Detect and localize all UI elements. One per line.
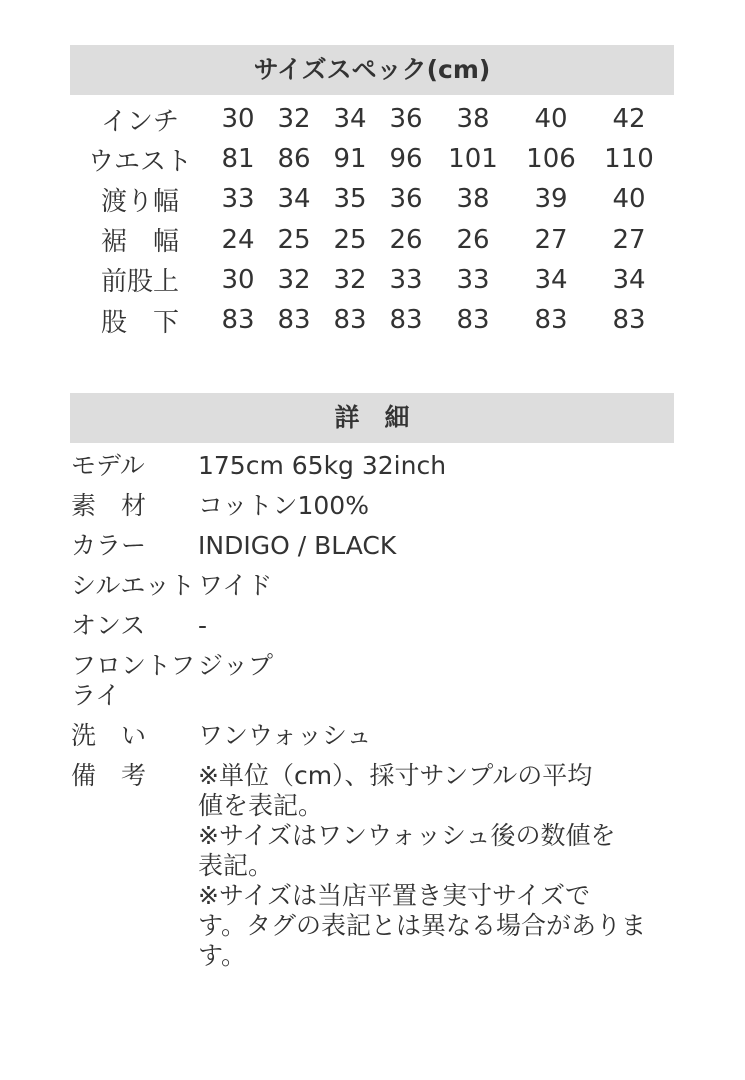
- detail-label: 洗 い: [71, 721, 147, 750]
- row-label: 裾 幅: [100, 227, 179, 258]
- table-cell: 101: [448, 144, 498, 175]
- detail-row-material: [71, 486, 653, 526]
- table-cell: 40: [534, 104, 568, 135]
- table-cell: 25: [277, 224, 311, 255]
- table-cell: 36: [389, 104, 423, 135]
- detail-row-model: [71, 446, 653, 486]
- note-line: 値を表記。: [198, 791, 324, 820]
- table-row: [70, 99, 668, 139]
- details-header: 詳 細: [70, 393, 674, 443]
- detail-label: シルエット: [71, 571, 195, 600]
- detail-value: INDIGO / BLACK: [198, 531, 397, 560]
- row-label: ウエスト: [87, 146, 192, 177]
- detail-value: -: [198, 611, 208, 640]
- row-label: 前股上: [100, 267, 179, 298]
- table-cell: 39: [534, 184, 568, 215]
- table-cell: 24: [221, 224, 255, 255]
- table-cell: 83: [221, 305, 255, 336]
- table-cell: 86: [277, 144, 311, 175]
- table-cell: 25: [333, 224, 367, 255]
- note-line: 表記。: [198, 851, 274, 880]
- table-cell: 26: [389, 224, 423, 255]
- table-cell: 26: [456, 224, 490, 255]
- table-cell: 38: [456, 104, 490, 135]
- detail-row-notes: [71, 756, 653, 976]
- table-row: [70, 179, 668, 219]
- table-cell: 30: [221, 104, 255, 135]
- table-cell: 91: [333, 144, 367, 175]
- details-table: [71, 446, 653, 976]
- table-row: [70, 300, 668, 340]
- table-cell: 35: [333, 184, 367, 215]
- row-label: インチ: [100, 106, 179, 137]
- size-spec-table: [70, 99, 668, 340]
- row-label: 股 下: [100, 307, 179, 338]
- table-cell: 106: [526, 144, 576, 175]
- table-cell: 110: [604, 144, 654, 175]
- detail-value: コットン100%: [198, 491, 369, 520]
- table-cell: 40: [612, 184, 646, 215]
- detail-row-wash: [71, 716, 653, 756]
- note-line: ※サイズは当店平置き実寸サイズで: [198, 881, 590, 910]
- detail-row-silhouette: [71, 566, 653, 606]
- detail-label: カラー: [71, 531, 147, 560]
- detail-label: 素 材: [71, 491, 147, 520]
- detail-value: ジップ: [198, 651, 274, 680]
- table-cell: 83: [456, 305, 490, 336]
- table-cell: 32: [333, 264, 367, 295]
- table-cell: 34: [277, 184, 311, 215]
- detail-value: ワイド: [198, 571, 273, 600]
- table-cell: 96: [389, 144, 423, 175]
- note-line: ※単位（cm）、採寸サンプルの平均: [198, 761, 593, 790]
- row-label: 渡り幅: [100, 186, 179, 217]
- table-cell: 83: [389, 305, 423, 336]
- table-cell: 27: [612, 224, 646, 255]
- detail-value: [198, 756, 653, 976]
- table-cell: 32: [277, 104, 311, 135]
- table-cell: 83: [612, 305, 646, 336]
- detail-value: ワンウォッシュ: [198, 721, 372, 750]
- table-cell: 30: [221, 264, 255, 295]
- table-row: [70, 260, 668, 300]
- table-cell: 83: [277, 305, 311, 336]
- detail-value: 175cm 65kg 32inch: [198, 451, 447, 480]
- table-cell: 34: [612, 264, 646, 295]
- note-line: す。: [198, 941, 247, 970]
- table-cell: 33: [456, 264, 490, 295]
- note-line: ※サイズはワンウォッシュ後の数値を: [198, 821, 616, 850]
- detail-label: モデル: [71, 451, 145, 480]
- table-row: [70, 220, 668, 260]
- detail-row-ounce: [71, 606, 653, 646]
- table-cell: 33: [389, 264, 423, 295]
- table-cell: 81: [221, 144, 255, 175]
- table-cell: 83: [333, 305, 367, 336]
- table-cell: 34: [333, 104, 367, 135]
- detail-row-front-fly: [71, 646, 653, 716]
- size-spec-header: サイズスペック(cm): [70, 45, 674, 95]
- detail-label: フロントフライ: [71, 651, 196, 710]
- detail-label: オンス: [71, 611, 146, 640]
- table-cell: 34: [534, 264, 568, 295]
- table-row: [70, 139, 668, 179]
- table-cell: 27: [534, 224, 568, 255]
- table-cell: 42: [612, 104, 646, 135]
- detail-row-color: [71, 526, 653, 566]
- table-cell: 32: [277, 264, 311, 295]
- detail-label: 備 考: [71, 761, 147, 790]
- table-cell: 33: [221, 184, 255, 215]
- table-cell: 83: [534, 305, 568, 336]
- table-cell: 38: [456, 184, 490, 215]
- table-cell: 36: [389, 184, 423, 215]
- note-line: す。タグの表記とは異なる場合がありま: [198, 911, 647, 940]
